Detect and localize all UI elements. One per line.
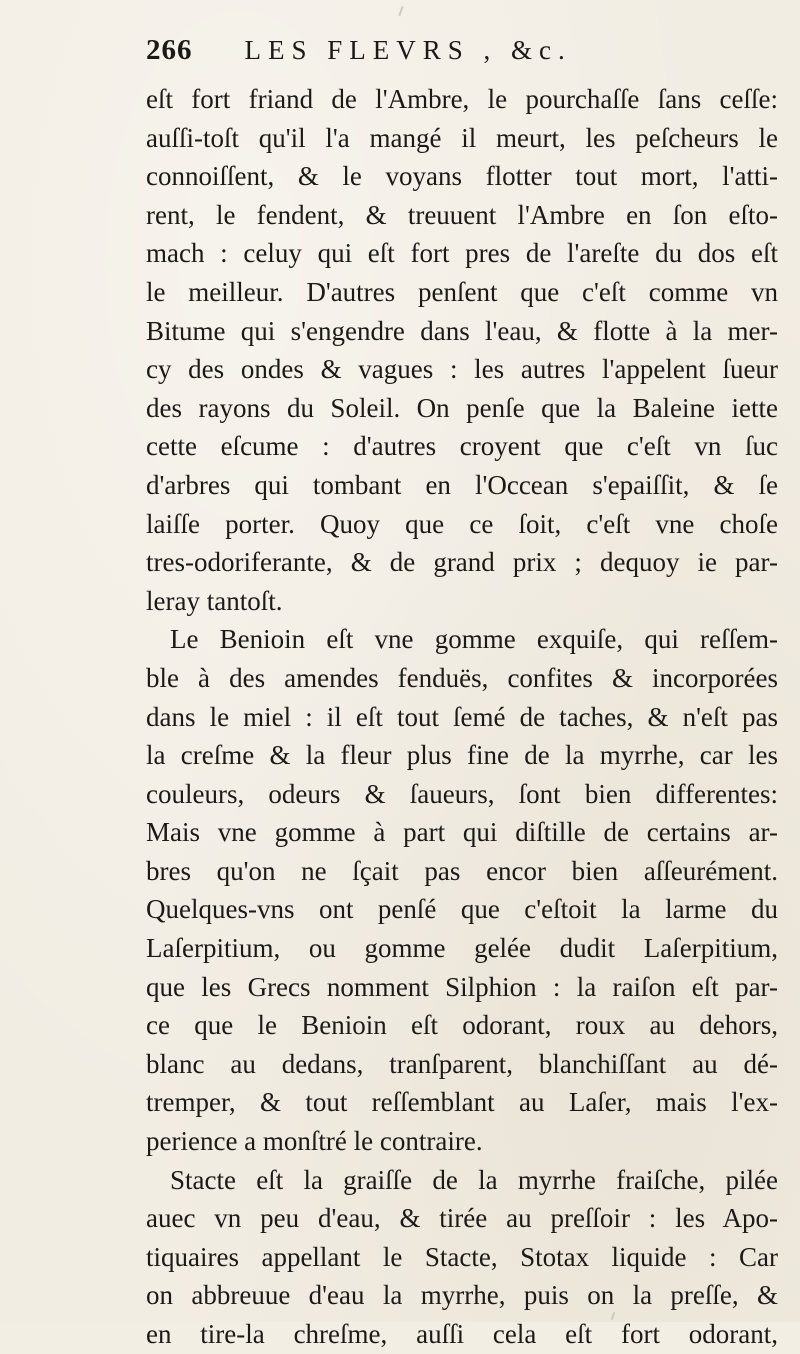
text-line: cy des ondes & vagues : les autres l'appelent ſueur xyxy=(146,354,778,385)
text-line: on abbreuue d'eau la myrrhe, puis on la preſſe, & xyxy=(146,1280,778,1311)
text-line: en tire-la chreſme, auſſi cela eſt fort odorant, xyxy=(146,1319,778,1349)
text-line: laiſſe porter. Quoy que ce ſoit, c'eſt vne choſe xyxy=(146,508,778,539)
text-line: auec vn peu d'eau, & tirée au preſſoir : les Apo- xyxy=(146,1203,778,1234)
text-line: Quelques-vns ont penſé que c'eſtoit la larme du xyxy=(146,894,778,925)
text-line: ble à des amendes fenduës, confites & incorporées xyxy=(146,662,778,693)
text-line: des rayons du Soleil. On penſe que la Baleine iette xyxy=(146,392,778,423)
text-line: blanc au dedans, tranſparent, blanchiſſant au dé- xyxy=(146,1048,778,1079)
paragraph-start-line: Stacte eſt la graiſſe de la myrrhe fraiſche, pilée xyxy=(170,1164,778,1195)
paragraph-start-line: Le Benioin eſt vne gomme exquiſe, qui reſſem- xyxy=(170,624,778,655)
text-line: tremper, & tout reſſemblant au Laſer, mais l'ex- xyxy=(146,1087,778,1118)
text-line: la creſme & la fleur plus fine de la myrrhe, car les xyxy=(146,740,778,771)
text-line: tiquaires appellant le Stacte, Stotax liquide : Car xyxy=(146,1241,778,1272)
text-line: Bitume qui s'engendre dans l'eau, & flotte à la mer- xyxy=(146,315,778,346)
text-line: le meilleur. D'autres penſent que c'eſt comme vn xyxy=(146,276,778,307)
text-line: eſt fort friand de l'Ambre, le pourchaſſe ſans ceſſe: xyxy=(146,84,778,114)
text-line: couleurs, odeurs & ſaueurs, ſont bien differentes: xyxy=(146,778,778,809)
text-line: que les Grecs nomment Silphion : la raiſon eſt par- xyxy=(146,971,778,1002)
paper-speck xyxy=(398,6,403,16)
text-line: cette eſcume : d'autres croyent que c'eſt vn ſuc xyxy=(146,431,778,462)
text-line: dans le miel : il eſt tout ſemé de taches, & n'eſt pas xyxy=(146,701,778,732)
page-number: 266 xyxy=(146,34,193,66)
text-line: rent, le fendent, & treuuent l'Ambre en ſon eſto- xyxy=(146,199,778,230)
text-line: Mais vne gomme à part qui diſtille de certains ar- xyxy=(146,817,778,848)
text-line: connoiſſent, & le voyans flotter tout mort, l'atti- xyxy=(146,161,778,192)
text-line: Laſerpitium, ou gomme gelée dudit Laſerpitium, xyxy=(146,933,778,964)
text-line: mach : celuy qui eſt fort pres de l'areſte du dos eſt xyxy=(146,238,778,269)
text-line: bres qu'on ne ſçait pas encor bien aſſeurément. xyxy=(146,855,778,886)
text-line: perience a monſtré le contraire. xyxy=(146,1126,483,1157)
text-line: leray tantoſt. xyxy=(146,585,283,616)
text-line: ce que le Benioin eſt odorant, roux au dehors, xyxy=(146,1010,778,1041)
page-header xyxy=(146,34,776,74)
running-head: LES FLEVRS , &c. xyxy=(244,35,572,65)
text-line: d'arbres qui tombant en l'Occean s'epaiſſit, & ſe xyxy=(146,469,778,500)
text-line: tres-odoriferante, & de grand prix ; dequoy ie par- xyxy=(146,547,778,578)
text-line: auſſi-toſt qu'il l'a mangé il meurt, les peſcheurs le xyxy=(146,122,778,153)
text-body xyxy=(146,80,778,1354)
